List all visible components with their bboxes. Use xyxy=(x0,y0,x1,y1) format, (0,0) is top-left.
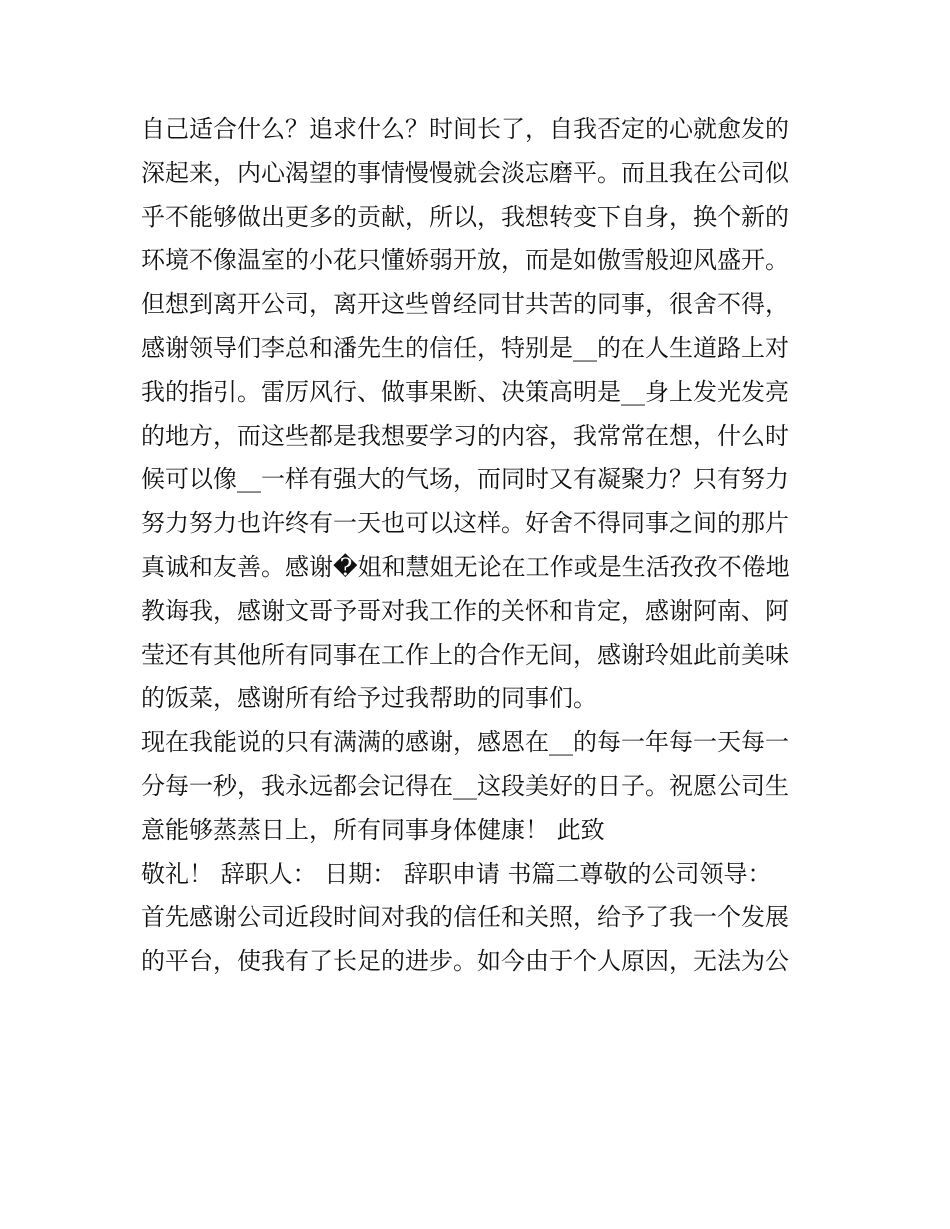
text-line-5: 但想到离开公司，离开这些曾经同甘共苦的同事，很舍不得， xyxy=(141,290,789,319)
text-line-14: 的饭菜，感谢所有给予过我帮助的同事们。 xyxy=(141,684,597,713)
text-line-18: 敬礼！ 辞职人： 日期： 辞职申请 书篇二尊敬的公司领导： xyxy=(141,859,772,888)
text-line-10: 努力努力也许终有一天也可以这样。好舍不得同事之间的那片 xyxy=(141,509,789,538)
text-line-13: 莹还有其他所有同事在工作上的合作无间，感谢玲姐此前美味 xyxy=(141,640,789,669)
text-line-2: 深起来，内心渴望的事情慢慢就会淡忘磨平。而且我在公司似 xyxy=(141,158,789,187)
text-line-11: 真诚和友善。感谢�姐和慧姐无论在工作或是生活孜孜不倦地 xyxy=(141,552,790,581)
text-line-6: 感谢领导们李总和潘先生的信任，特别是__的在人生道路上对 xyxy=(141,333,789,362)
text-line-9: 候可以像__一样有强大的气场，而同时又有凝聚力？只有努力 xyxy=(141,465,789,494)
text-line-8: 的地方，而这些都是我想要学习的内容，我常常在想，什么时 xyxy=(141,421,789,450)
text-line-20: 的平台，使我有了长足的进步。如今由于个人原因，无法为公 xyxy=(141,947,789,976)
letter-body xyxy=(141,108,821,984)
text-line-3: 乎不能够做出更多的贡献，所以，我想转变下自身，换个新的 xyxy=(141,202,789,231)
text-line-15: 现在我能说的只有满满的感谢，感恩在__的每一年每一天每一 xyxy=(141,728,789,757)
text-line-16: 分每一秒，我永远都会记得在__这段美好的日子。祝愿公司生 xyxy=(141,771,789,800)
text-line-19: 首先感谢公司近段时间对我的信任和关照，给予了我一个发展 xyxy=(141,903,789,932)
text-line-7: 我的指引。雷厉风行、做事果断、决策高明是__身上发光发亮 xyxy=(141,377,789,406)
text-line-4: 环境不像温室的小花只懂娇弱开放，而是如傲雪般迎风盛开。 xyxy=(141,246,789,275)
text-line-1: 自己适合什么？追求什么？时间长了，自我否定的心就愈发的 xyxy=(141,115,789,143)
text-line-12: 教诲我，感谢文哥予哥对我工作的关怀和肯定，感谢阿南、阿 xyxy=(141,596,789,625)
text-line-17: 意能够蒸蒸日上，所有同事身体健康！ 此致 xyxy=(141,815,605,844)
